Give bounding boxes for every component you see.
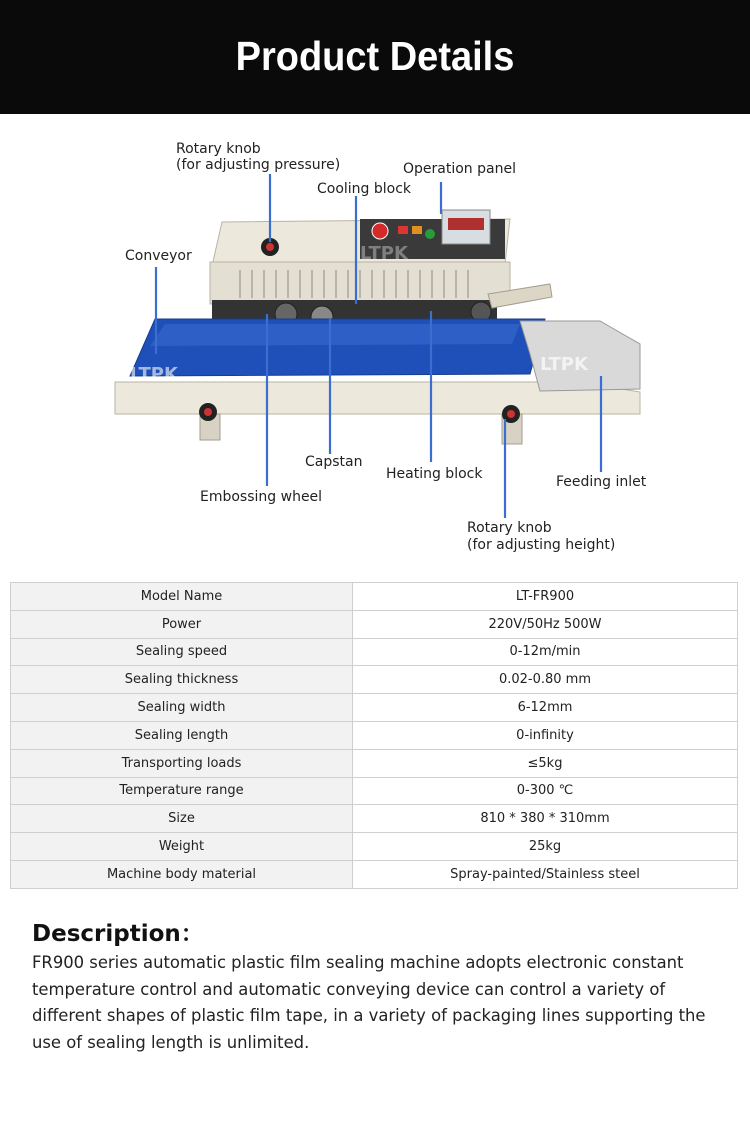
spec-table	[10, 582, 738, 889]
spec-value: ≤5kg	[353, 749, 738, 777]
label-embossing-wheel: Embossing wheel	[200, 489, 323, 505]
spec-name: Size	[11, 805, 353, 833]
spec-value: 0-12m/min	[353, 638, 738, 666]
watermark-right: LTPK	[540, 354, 588, 375]
spec-name: Weight	[11, 833, 353, 861]
spec-name: Temperature range	[11, 777, 353, 805]
table-row	[11, 805, 738, 833]
label-rotary-knob-pressure-note: (for adjusting pressure)	[176, 157, 341, 173]
spec-value: 0-infinity	[353, 721, 738, 749]
label-rotary-knob-height-note: (for adjusting height)	[467, 537, 616, 553]
spec-name: Sealing thickness	[11, 666, 353, 694]
table-row	[11, 583, 738, 611]
spec-value: 6-12mm	[353, 694, 738, 722]
label-conveyor: Conveyor	[125, 248, 192, 264]
product-diagram	[0, 114, 750, 574]
watermark-left: LTPK	[130, 364, 178, 385]
table-row	[11, 777, 738, 805]
emergency-stop-icon	[372, 223, 388, 239]
page-title: Product Details	[235, 33, 515, 80]
label-operation-panel: Operation panel	[403, 161, 516, 177]
spec-value: LT-FR900	[353, 583, 738, 611]
spec-value: 810 * 380 * 310mm	[353, 805, 738, 833]
description-title: Description：	[32, 921, 204, 947]
watermark-center: LTPK	[360, 243, 408, 264]
label-capstan: Capstan	[305, 454, 363, 470]
description-body: FR900 series automatic plastic film sealing machine adopts electronic constant temperature control and automatic conveying device can control a variety of different shapes of plastic film tape, in a variety of packaging lines supporting the use of sealing length is unlimited.	[32, 953, 706, 1052]
table-row	[11, 749, 738, 777]
spec-name: Sealing speed	[11, 638, 353, 666]
spec-value: Spray-painted/Stainless steel	[353, 860, 738, 888]
spec-name: Sealing width	[11, 694, 353, 722]
label-cooling-block: Cooling block	[317, 181, 412, 197]
label-rotary-knob-height: Rotary knob	[467, 520, 552, 536]
spec-name: Sealing length	[11, 721, 353, 749]
spec-value: 220V/50Hz 500W	[353, 610, 738, 638]
spec-name: Transporting loads	[11, 749, 353, 777]
table-row	[11, 833, 738, 861]
table-row	[11, 721, 738, 749]
table-row	[11, 610, 738, 638]
spec-name: Model Name	[11, 583, 353, 611]
spec-name: Power	[11, 610, 353, 638]
table-row	[11, 666, 738, 694]
label-rotary-knob-pressure: Rotary knob	[176, 141, 261, 157]
spec-value: 0.02-0.80 mm	[353, 666, 738, 694]
spec-value: 0-300 ℃	[353, 777, 738, 805]
table-row	[11, 638, 738, 666]
spec-name: Machine body material	[11, 860, 353, 888]
page-header	[0, 0, 750, 114]
table-row	[11, 694, 738, 722]
label-heating-block: Heating block	[386, 466, 483, 482]
spec-value: 25kg	[353, 833, 738, 861]
table-row	[11, 860, 738, 888]
label-feeding-inlet: Feeding inlet	[556, 474, 647, 490]
